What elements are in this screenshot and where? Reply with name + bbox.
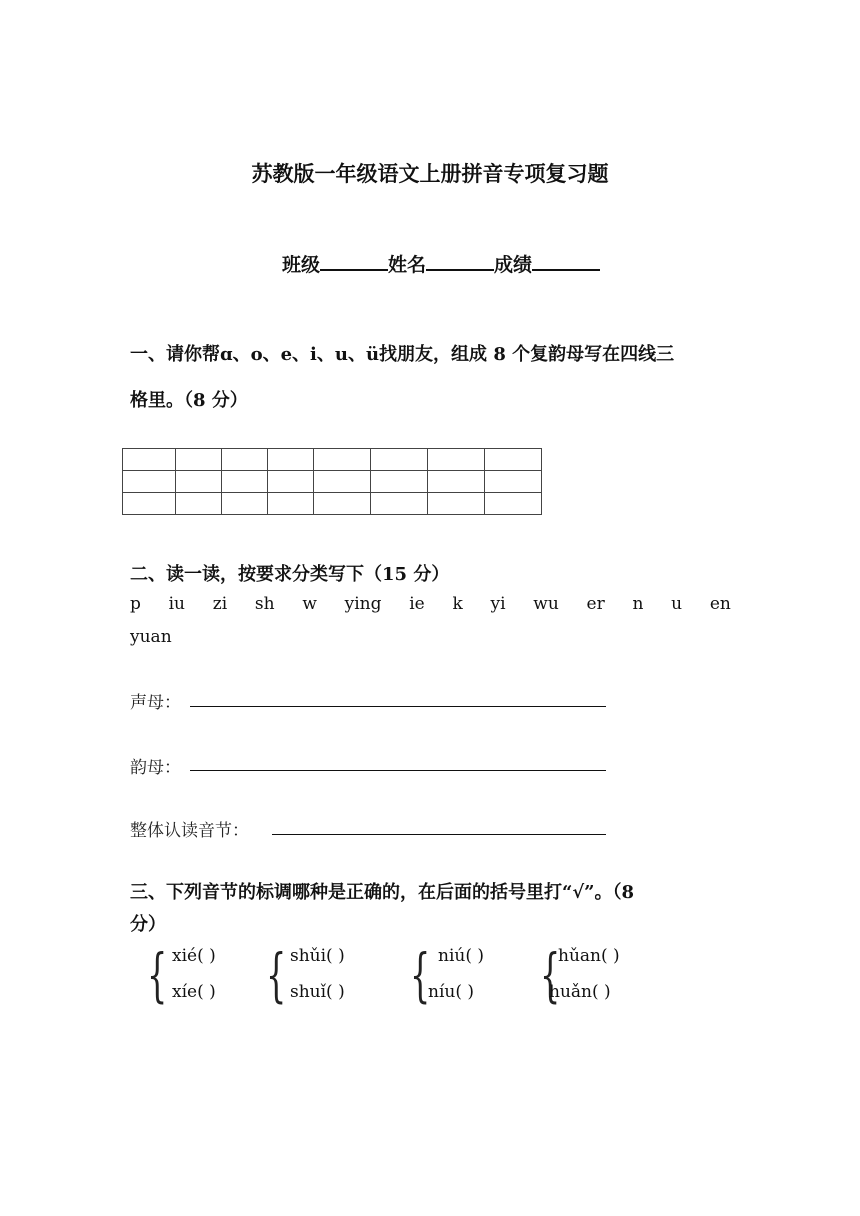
page-title: 苏教版一年级语文上册拼音专项复习题 <box>251 161 609 186</box>
syllable: yi <box>490 594 506 614</box>
class-blank[interactable] <box>320 251 388 271</box>
finals-label: 韵母： <box>130 758 181 778</box>
score-label: 成绩 <box>494 254 533 276</box>
grid-cell[interactable] <box>123 493 176 515</box>
finals-answer-line[interactable] <box>190 770 606 771</box>
grid-cell[interactable] <box>176 471 222 493</box>
grid-cell[interactable] <box>371 493 428 515</box>
class-label: 班级 <box>282 254 321 276</box>
syllable: zi <box>212 594 228 614</box>
option-a[interactable]: niú( ) <box>438 946 485 966</box>
syllable: n <box>632 594 644 614</box>
q3-prompt-line1: 三、下列音节的标调哪种是正确的，在后面的括号里打“√”。（8 <box>130 882 635 903</box>
left-brace-icon: { <box>540 941 561 1009</box>
initials-answer-line[interactable] <box>190 706 606 707</box>
option-b[interactable]: shuǐ( ) <box>290 982 345 1002</box>
grid-cell[interactable] <box>268 471 314 493</box>
grid-cell[interactable] <box>123 449 176 471</box>
q2-prompt: 二、读一读，按要求分类写下（15 分） <box>130 564 450 585</box>
syllable-list <box>130 594 731 614</box>
student-info-line <box>282 250 600 277</box>
option-a[interactable]: hǔan( ) <box>558 946 620 966</box>
grid-cell[interactable] <box>428 493 485 515</box>
option-a[interactable]: shǔi( ) <box>290 946 345 966</box>
syllable: ie <box>409 594 425 614</box>
grid-cell[interactable] <box>371 471 428 493</box>
q1-prompt-line1: 一、请你帮ɑ、o、e、i、u、ü找朋友，组成 8 个复韵母写在四线三 <box>130 344 675 365</box>
grid-cell[interactable] <box>371 449 428 471</box>
grid-cell[interactable] <box>314 471 371 493</box>
grid-cell[interactable] <box>222 449 268 471</box>
grid-cell[interactable] <box>268 449 314 471</box>
whole-syllables-answer-line[interactable] <box>272 834 606 835</box>
syllable: p <box>130 594 141 614</box>
grid-cell[interactable] <box>176 449 222 471</box>
left-brace-icon: { <box>266 941 287 1009</box>
syllable: yuan <box>130 627 172 647</box>
grid-cell[interactable] <box>485 449 542 471</box>
syllable: en <box>709 594 731 614</box>
grid-cell[interactable] <box>485 493 542 515</box>
grid-row <box>123 471 542 493</box>
q1-prompt-line2: 格里。（8 分） <box>130 390 248 411</box>
grid-row <box>123 449 542 471</box>
initials-label: 声母： <box>130 693 181 713</box>
option-b[interactable]: huǎn( ) <box>549 982 611 1002</box>
grid-cell[interactable] <box>485 471 542 493</box>
option-a[interactable]: xié( ) <box>172 946 216 966</box>
syllable: ying <box>344 594 382 614</box>
syllable: sh <box>254 594 275 614</box>
grid-cell[interactable] <box>176 493 222 515</box>
whole-syllables-label: 整体认读音节： <box>130 821 249 841</box>
grid-cell[interactable] <box>123 471 176 493</box>
syllable: wu <box>533 594 559 614</box>
syllable: iu <box>168 594 186 614</box>
name-label: 姓名 <box>388 254 427 276</box>
syllable: er <box>586 594 605 614</box>
grid-cell[interactable] <box>222 471 268 493</box>
syllable: k <box>452 594 463 614</box>
grid-cell[interactable] <box>314 493 371 515</box>
option-b[interactable]: xíe( ) <box>172 982 216 1002</box>
grid-cell[interactable] <box>268 493 314 515</box>
grid-cell[interactable] <box>428 449 485 471</box>
grid-cell[interactable] <box>428 471 485 493</box>
score-blank[interactable] <box>532 251 600 271</box>
left-brace-icon: { <box>410 941 431 1009</box>
option-b[interactable]: níu( ) <box>428 982 475 1002</box>
syllable: w <box>302 594 317 614</box>
name-blank[interactable] <box>426 251 494 271</box>
four-line-grid[interactable] <box>122 448 542 515</box>
grid-cell[interactable] <box>314 449 371 471</box>
syllable: u <box>671 594 683 614</box>
grid-cell[interactable] <box>222 493 268 515</box>
q3-prompt-line2: 分） <box>130 914 166 935</box>
grid-row <box>123 493 542 515</box>
left-brace-icon: { <box>147 941 168 1009</box>
